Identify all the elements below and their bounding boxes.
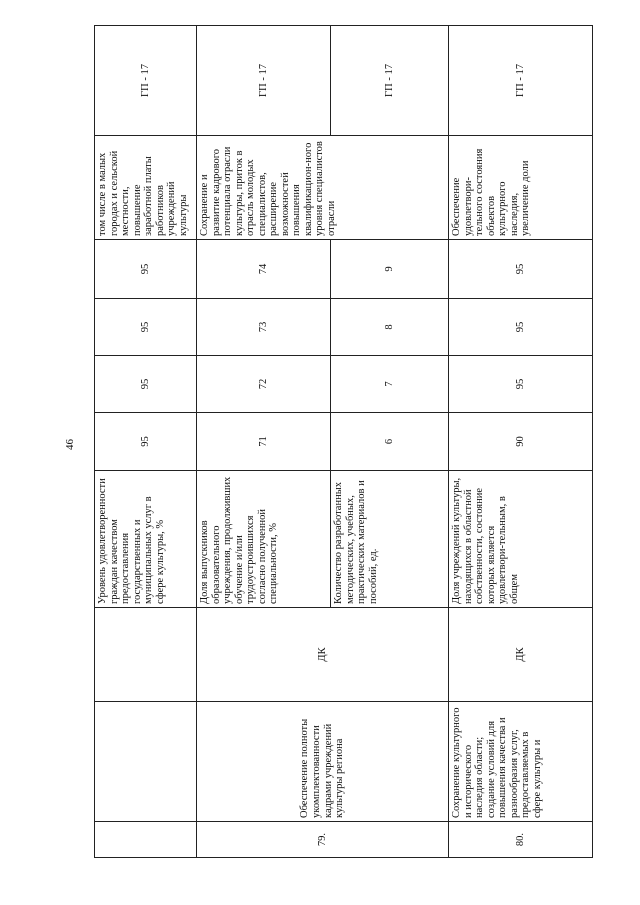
- indicator-cell: Доля учреждений культуры, находящихся в областной собственности, состояние которых является удовлетвори-тельным, в общем: [449, 471, 593, 608]
- result-cell: том числе в малых городах и сельской местности, повышение заработной платы работников учреждений культуры: [95, 136, 197, 240]
- value-cell: 71: [197, 413, 331, 471]
- value-cell: 95: [95, 356, 197, 413]
- task-cell: Сохранение культурного и исторического наследия области; создание условий для повышения качества и разнообразия услуг, предоставляемых в сфере культуры и: [449, 702, 593, 822]
- value-cell: 95: [449, 240, 593, 299]
- value-cell: 95: [95, 299, 197, 356]
- rotated-table-container: [94, 66, 592, 858]
- table-row: [197, 26, 331, 858]
- table-row: [449, 26, 593, 858]
- value-cell: 8: [331, 299, 449, 356]
- responsible-cell: [95, 608, 197, 702]
- row-number: 80.: [449, 822, 593, 858]
- task-cell: Обеспечение полноты укомплектованности кадрами учреждений культуры региона: [197, 702, 449, 822]
- value-cell: 95: [95, 240, 197, 299]
- row-number: 79.: [197, 822, 449, 858]
- value-cell: 9: [331, 240, 449, 299]
- task-cell: [95, 702, 197, 822]
- page-number: 46: [64, 439, 76, 450]
- table-row: [95, 26, 197, 858]
- value-cell: 95: [449, 299, 593, 356]
- value-cell: 95: [95, 413, 197, 471]
- result-cell: Обеспечение удовлетвори-тельного состояния объектов культурного наследия, увеличение доли: [449, 136, 593, 240]
- result-cell: Сохранение и развитие кадрового потенциала отрасли культуры, приток в отрасль молодых специалистов, расширение возможностей повышения квалификацион-ного уровня специалистов отрасли: [197, 136, 449, 240]
- value-cell: 7: [331, 356, 449, 413]
- program-indicators-table: [94, 25, 593, 858]
- responsible-cell: ДК: [197, 608, 449, 702]
- indicator-cell: Уровень удовлетворенности граждан качеством предоставления государственных и муниципальных услуг в сфере культуры, %: [95, 471, 197, 608]
- value-cell: 73: [197, 299, 331, 356]
- program-code-cell: ГП - 17: [331, 26, 449, 136]
- value-cell: 74: [197, 240, 331, 299]
- indicator-cell: Доля выпускников образовательного учреждения, продолживших обучение и/или трудоустроившихся согласно полученной специальности, %: [197, 471, 331, 608]
- program-code-cell: ГП - 17: [95, 26, 197, 136]
- program-code-cell: ГП - 17: [197, 26, 331, 136]
- value-cell: 95: [449, 356, 593, 413]
- program-code-cell: ГП - 17: [449, 26, 593, 136]
- value-cell: 90: [449, 413, 593, 471]
- value-cell: 6: [331, 413, 449, 471]
- indicator-cell: Количество разработанных методических, учебных, практических материалов и пособий, ед.: [331, 471, 449, 608]
- responsible-cell: ДК: [449, 608, 593, 702]
- row-number: [95, 822, 197, 858]
- value-cell: 72: [197, 356, 331, 413]
